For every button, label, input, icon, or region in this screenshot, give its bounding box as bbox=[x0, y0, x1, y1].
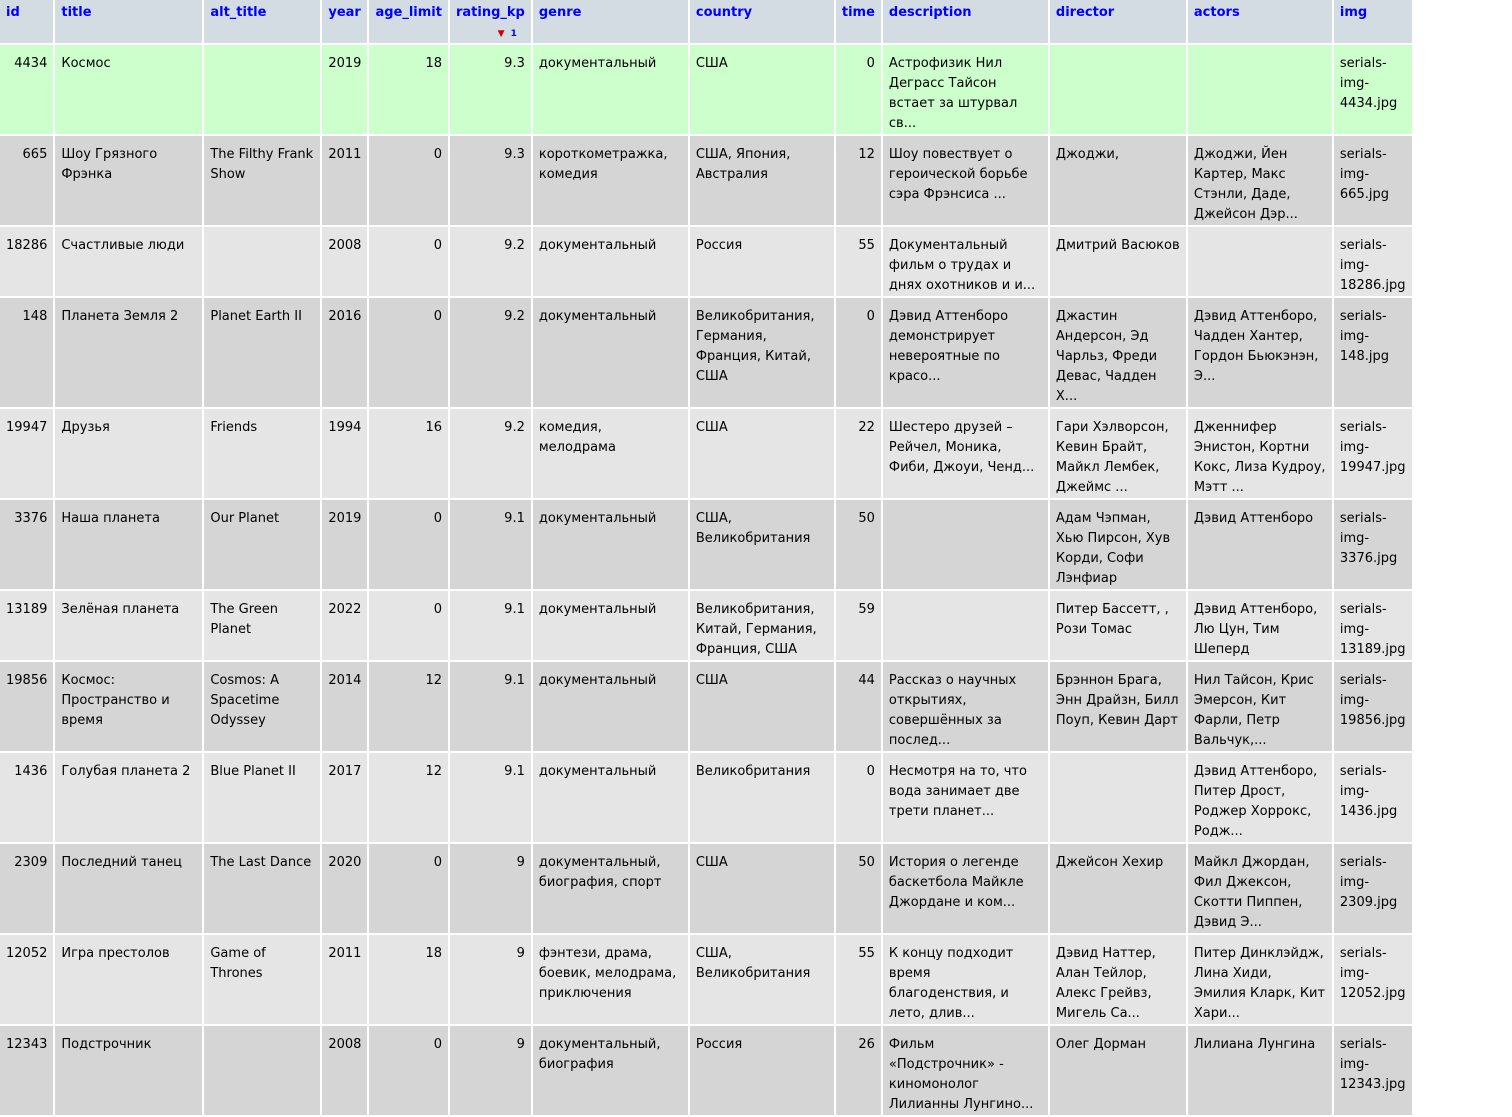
column-header-genre[interactable]: genre bbox=[533, 0, 688, 43]
column-header-description[interactable]: description bbox=[883, 0, 1048, 43]
column-header-country[interactable]: country bbox=[690, 0, 834, 43]
column-header-title[interactable]: title bbox=[55, 0, 202, 43]
table-row[interactable] bbox=[0, 136, 1412, 225]
cell-description[interactable]: Документальный фильм о трудах и днях охотников и и... bbox=[883, 227, 1048, 296]
cell-id[interactable]: 12052 bbox=[0, 935, 53, 1024]
cell-year[interactable]: 2014 bbox=[322, 662, 367, 751]
cell-country[interactable]: Россия bbox=[690, 227, 834, 296]
cell-country[interactable]: США bbox=[690, 409, 834, 498]
cell-img[interactable]: serials-img-12052.jpg bbox=[1334, 935, 1412, 1024]
cell-img[interactable]: serials-img-2309.jpg bbox=[1334, 844, 1412, 933]
cell-time[interactable]: 26 bbox=[836, 1026, 881, 1115]
cell-age-limit[interactable]: 0 bbox=[369, 500, 448, 589]
cell-alt-title[interactable]: Planet Earth II bbox=[204, 298, 320, 407]
cell-actors[interactable]: Дэвид Аттенборо, Чадден Хантер, Гордон Бьюкэнэн, Э... bbox=[1188, 298, 1332, 407]
cell-year[interactable]: 2017 bbox=[322, 753, 367, 842]
cell-id[interactable]: 665 bbox=[0, 136, 53, 225]
cell-actors[interactable]: Дэвид Аттенборо bbox=[1188, 500, 1332, 589]
cell-year[interactable]: 2016 bbox=[322, 298, 367, 407]
cell-img[interactable]: serials-img-1436.jpg bbox=[1334, 753, 1412, 842]
cell-year[interactable]: 2019 bbox=[322, 45, 367, 134]
cell-description[interactable]: Фильм «Подстрочник» - киномонолог Лилианны Лунгино... bbox=[883, 1026, 1048, 1115]
cell-rating-kp[interactable]: 9.1 bbox=[450, 591, 531, 660]
cell-rating-kp[interactable]: 9.2 bbox=[450, 409, 531, 498]
cell-img[interactable]: serials-img-3376.jpg bbox=[1334, 500, 1412, 589]
cell-title[interactable]: Игра престолов bbox=[55, 935, 202, 1024]
cell-year[interactable]: 2008 bbox=[322, 1026, 367, 1115]
cell-time[interactable]: 22 bbox=[836, 409, 881, 498]
table-row[interactable] bbox=[0, 500, 1412, 589]
cell-genre[interactable]: комедия, мелодрама bbox=[533, 409, 688, 498]
cell-time[interactable]: 0 bbox=[836, 45, 881, 134]
cell-genre[interactable]: короткометражка, комедия bbox=[533, 136, 688, 225]
cell-age-limit[interactable]: 18 bbox=[369, 935, 448, 1024]
cell-genre[interactable]: документальный bbox=[533, 298, 688, 407]
cell-genre[interactable]: документальный bbox=[533, 45, 688, 134]
cell-genre[interactable]: документальный bbox=[533, 500, 688, 589]
cell-alt-title[interactable] bbox=[204, 227, 320, 296]
cell-director[interactable]: Питер Бассетт, , Рози Томас bbox=[1050, 591, 1186, 660]
cell-id[interactable]: 148 bbox=[0, 298, 53, 407]
cell-actors[interactable]: Лилиана Лунгина bbox=[1188, 1026, 1332, 1115]
cell-actors[interactable] bbox=[1188, 227, 1332, 296]
cell-alt-title[interactable]: The Filthy Frank Show bbox=[204, 136, 320, 225]
cell-id[interactable]: 13189 bbox=[0, 591, 53, 660]
cell-genre[interactable]: фэнтези, драма, боевик, мелодрама, приключения bbox=[533, 935, 688, 1024]
cell-img[interactable]: serials-img-19856.jpg bbox=[1334, 662, 1412, 751]
column-header-actors[interactable]: actors bbox=[1188, 0, 1332, 43]
cell-img[interactable]: serials-img-148.jpg bbox=[1334, 298, 1412, 407]
cell-country[interactable]: Великобритания bbox=[690, 753, 834, 842]
table-row[interactable] bbox=[0, 298, 1412, 407]
cell-img[interactable]: serials-img-13189.jpg bbox=[1334, 591, 1412, 660]
cell-director[interactable]: Джоджи, bbox=[1050, 136, 1186, 225]
header-row bbox=[0, 0, 1412, 43]
cell-director[interactable]: Адам Чэпман, Хью Пирсон, Хув Корди, Софи Лэнфиар bbox=[1050, 500, 1186, 589]
cell-age-limit[interactable]: 0 bbox=[369, 1026, 448, 1115]
cell-time[interactable]: 50 bbox=[836, 500, 881, 589]
cell-genre[interactable]: документальный bbox=[533, 662, 688, 751]
cell-description[interactable]: Шестеро друзей – Рейчел, Моника, Фиби, Джоуи, Ченд... bbox=[883, 409, 1048, 498]
cell-id[interactable]: 1436 bbox=[0, 753, 53, 842]
cell-alt-title[interactable]: The Green Planet bbox=[204, 591, 320, 660]
cell-alt-title[interactable] bbox=[204, 45, 320, 134]
cell-alt-title[interactable] bbox=[204, 1026, 320, 1115]
table-row[interactable] bbox=[0, 45, 1412, 134]
cell-title[interactable]: Планета Земля 2 bbox=[55, 298, 202, 407]
cell-alt-title[interactable]: Friends bbox=[204, 409, 320, 498]
cell-description[interactable]: История о легенде баскетбола Майкле Джордане и ком... bbox=[883, 844, 1048, 933]
cell-country[interactable]: Россия bbox=[690, 1026, 834, 1115]
cell-year[interactable]: 2020 bbox=[322, 844, 367, 933]
cell-genre[interactable]: документальный bbox=[533, 753, 688, 842]
cell-actors[interactable]: Дэвид Аттенборо, Питер Дрост, Роджер Хоррокс, Родж... bbox=[1188, 753, 1332, 842]
column-header-director[interactable]: director bbox=[1050, 0, 1186, 43]
cell-genre[interactable]: документальный, биография, спорт bbox=[533, 844, 688, 933]
cell-id[interactable]: 12343 bbox=[0, 1026, 53, 1115]
cell-alt-title[interactable]: Cosmos: A Spacetime Odyssey bbox=[204, 662, 320, 751]
cell-actors[interactable]: Нил Тайсон, Крис Эмерсон, Кит Фарли, Петр Вальчук,... bbox=[1188, 662, 1332, 751]
cell-actors[interactable]: Питер Динклэйдж, Лина Хиди, Эмилия Кларк, Кит Хари... bbox=[1188, 935, 1332, 1024]
cell-rating-kp[interactable]: 9.1 bbox=[450, 753, 531, 842]
cell-title[interactable]: Голубая планета 2 bbox=[55, 753, 202, 842]
cell-time[interactable]: 59 bbox=[836, 591, 881, 660]
cell-age-limit[interactable]: 12 bbox=[369, 662, 448, 751]
table-row[interactable] bbox=[0, 662, 1412, 751]
cell-id[interactable]: 19856 bbox=[0, 662, 53, 751]
cell-director[interactable]: Джейсон Хехир bbox=[1050, 844, 1186, 933]
cell-description[interactable] bbox=[883, 500, 1048, 589]
cell-actors[interactable]: Дэвид Аттенборо, Лю Цун, Тим Шеперд bbox=[1188, 591, 1332, 660]
table-row[interactable] bbox=[0, 409, 1412, 498]
cell-director[interactable]: Дэвид Наттер, Алан Тейлор, Алекс Грейвз, Мигель Са... bbox=[1050, 935, 1186, 1024]
cell-country[interactable]: США bbox=[690, 662, 834, 751]
cell-country[interactable]: Великобритания, Китай, Германия, Франция, США bbox=[690, 591, 834, 660]
column-header-id[interactable]: id bbox=[0, 0, 53, 43]
cell-title[interactable]: Космос: Пространство и время bbox=[55, 662, 202, 751]
cell-country[interactable]: США, Великобритания bbox=[690, 500, 834, 589]
cell-time[interactable]: 12 bbox=[836, 136, 881, 225]
cell-country[interactable]: США, Япония, Австралия bbox=[690, 136, 834, 225]
cell-age-limit[interactable]: 0 bbox=[369, 136, 448, 225]
table-row[interactable] bbox=[0, 591, 1412, 660]
cell-country[interactable]: Великобритания, Германия, Франция, Китай, США bbox=[690, 298, 834, 407]
cell-rating-kp[interactable]: 9 bbox=[450, 935, 531, 1024]
column-header-age-limit[interactable]: age_limit bbox=[369, 0, 448, 43]
cell-img[interactable]: serials-img-4434.jpg bbox=[1334, 45, 1412, 134]
cell-actors[interactable] bbox=[1188, 45, 1332, 134]
cell-age-limit[interactable]: 0 bbox=[369, 844, 448, 933]
cell-director[interactable]: Джастин Андерсон, Эд Чарльз, Фреди Девас, Чадден Х... bbox=[1050, 298, 1186, 407]
cell-title[interactable]: Друзья bbox=[55, 409, 202, 498]
column-header-year[interactable]: year bbox=[322, 0, 367, 43]
cell-genre[interactable]: документальный bbox=[533, 591, 688, 660]
cell-genre[interactable]: документальный bbox=[533, 227, 688, 296]
cell-time[interactable]: 0 bbox=[836, 298, 881, 407]
cell-year[interactable]: 2019 bbox=[322, 500, 367, 589]
table-row[interactable] bbox=[0, 227, 1412, 296]
cell-age-limit[interactable]: 18 bbox=[369, 45, 448, 134]
cell-rating-kp[interactable]: 9.3 bbox=[450, 45, 531, 134]
cell-director[interactable]: Дмитрий Васюков bbox=[1050, 227, 1186, 296]
cell-rating-kp[interactable]: 9.1 bbox=[450, 500, 531, 589]
column-header-alt-title[interactable]: alt_title bbox=[204, 0, 320, 43]
cell-year[interactable]: 2011 bbox=[322, 935, 367, 1024]
cell-year[interactable]: 1994 bbox=[322, 409, 367, 498]
column-header-time[interactable]: time bbox=[836, 0, 881, 43]
cell-director[interactable]: Брэннон Брага, Энн Драйзн, Билл Поуп, Кевин Дарт bbox=[1050, 662, 1186, 751]
cell-country[interactable]: США bbox=[690, 45, 834, 134]
table-row[interactable] bbox=[0, 935, 1412, 1024]
cell-time[interactable]: 55 bbox=[836, 935, 881, 1024]
cell-alt-title[interactable]: Game of Thrones bbox=[204, 935, 320, 1024]
cell-description[interactable]: Шоу повествует о героической борьбе сэра Фрэнсиса ... bbox=[883, 136, 1048, 225]
table-row[interactable] bbox=[0, 844, 1412, 933]
cell-year[interactable]: 2008 bbox=[322, 227, 367, 296]
cell-actors[interactable]: Дженнифер Энистон, Кортни Кокс, Лиза Кудроу, Мэтт ... bbox=[1188, 409, 1332, 498]
table-row[interactable] bbox=[0, 1026, 1412, 1115]
cell-img[interactable]: serials-img-18286.jpg bbox=[1334, 227, 1412, 296]
cell-age-limit[interactable]: 16 bbox=[369, 409, 448, 498]
cell-director[interactable]: Гари Хэлворсон, Кевин Брайт, Майкл Лембек, Джеймс ... bbox=[1050, 409, 1186, 498]
cell-id[interactable]: 18286 bbox=[0, 227, 53, 296]
cell-title[interactable]: Последний танец bbox=[55, 844, 202, 933]
cell-description[interactable] bbox=[883, 591, 1048, 660]
cell-time[interactable]: 55 bbox=[836, 227, 881, 296]
cell-age-limit[interactable]: 12 bbox=[369, 753, 448, 842]
cell-id[interactable]: 4434 bbox=[0, 45, 53, 134]
cell-age-limit[interactable]: 0 bbox=[369, 227, 448, 296]
cell-actors[interactable]: Джоджи, Йен Картер, Макс Стэнли, Даде, Джейсон Дэр... bbox=[1188, 136, 1332, 225]
cell-title[interactable]: Счастливые люди bbox=[55, 227, 202, 296]
cell-title[interactable]: Наша планета bbox=[55, 500, 202, 589]
cell-description[interactable]: Астрофизик Нил Деграсс Тайсон встает за штурвал св... bbox=[883, 45, 1048, 134]
cell-alt-title[interactable]: Blue Planet II bbox=[204, 753, 320, 842]
column-header-rating-kp[interactable]: rating_kp ▼ 1 bbox=[450, 0, 531, 43]
cell-alt-title[interactable]: The Last Dance bbox=[204, 844, 320, 933]
cell-rating-kp[interactable]: 9 bbox=[450, 844, 531, 933]
cell-alt-title[interactable]: Our Planet bbox=[204, 500, 320, 589]
cell-description[interactable]: Несмотря на то, что вода занимает две трети планет... bbox=[883, 753, 1048, 842]
cell-description[interactable]: Дэвид Аттенборо демонстрирует невероятные по красо... bbox=[883, 298, 1048, 407]
cell-rating-kp[interactable]: 9.2 bbox=[450, 298, 531, 407]
cell-rating-kp[interactable]: 9.2 bbox=[450, 227, 531, 296]
cell-title[interactable]: Космос bbox=[55, 45, 202, 134]
cell-genre[interactable]: документальный, биография bbox=[533, 1026, 688, 1115]
cell-country[interactable]: США, Великобритания bbox=[690, 935, 834, 1024]
cell-id[interactable]: 2309 bbox=[0, 844, 53, 933]
cell-time[interactable]: 44 bbox=[836, 662, 881, 751]
table-row[interactable] bbox=[0, 753, 1412, 842]
cell-time[interactable]: 0 bbox=[836, 753, 881, 842]
cell-id[interactable]: 3376 bbox=[0, 500, 53, 589]
cell-director[interactable] bbox=[1050, 753, 1186, 842]
cell-country[interactable]: США bbox=[690, 844, 834, 933]
cell-title[interactable]: Шоу Грязного Фрэнка bbox=[55, 136, 202, 225]
cell-title[interactable]: Подстрочник bbox=[55, 1026, 202, 1115]
cell-id[interactable]: 19947 bbox=[0, 409, 53, 498]
cell-img[interactable]: serials-img-19947.jpg bbox=[1334, 409, 1412, 498]
sort-indicator: ▼ 1 bbox=[497, 29, 517, 39]
cell-year[interactable]: 2011 bbox=[322, 136, 367, 225]
cell-description[interactable]: К концу подходит время благоденствия, и лето, длив... bbox=[883, 935, 1048, 1024]
cell-time[interactable]: 50 bbox=[836, 844, 881, 933]
cell-rating-kp[interactable]: 9.1 bbox=[450, 662, 531, 751]
cell-actors[interactable]: Майкл Джордан, Фил Джексон, Скотти Пиппен, Дэвид Э... bbox=[1188, 844, 1332, 933]
cell-img[interactable]: serials-img-665.jpg bbox=[1334, 136, 1412, 225]
cell-year[interactable]: 2022 bbox=[322, 591, 367, 660]
sort-descending-icon: ▼ bbox=[497, 29, 505, 39]
cell-rating-kp[interactable]: 9 bbox=[450, 1026, 531, 1115]
cell-title[interactable]: Зелёная планета bbox=[55, 591, 202, 660]
cell-age-limit[interactable]: 0 bbox=[369, 298, 448, 407]
cell-description[interactable]: Рассказ о научных открытиях, совершённых за послед... bbox=[883, 662, 1048, 751]
cell-rating-kp[interactable]: 9.3 bbox=[450, 136, 531, 225]
cell-director[interactable] bbox=[1050, 45, 1186, 134]
cell-director[interactable]: Олег Дорман bbox=[1050, 1026, 1186, 1115]
column-header-img[interactable]: img bbox=[1334, 0, 1412, 43]
cell-age-limit[interactable]: 0 bbox=[369, 591, 448, 660]
cell-img[interactable]: serials-img-12343.jpg bbox=[1334, 1026, 1412, 1115]
